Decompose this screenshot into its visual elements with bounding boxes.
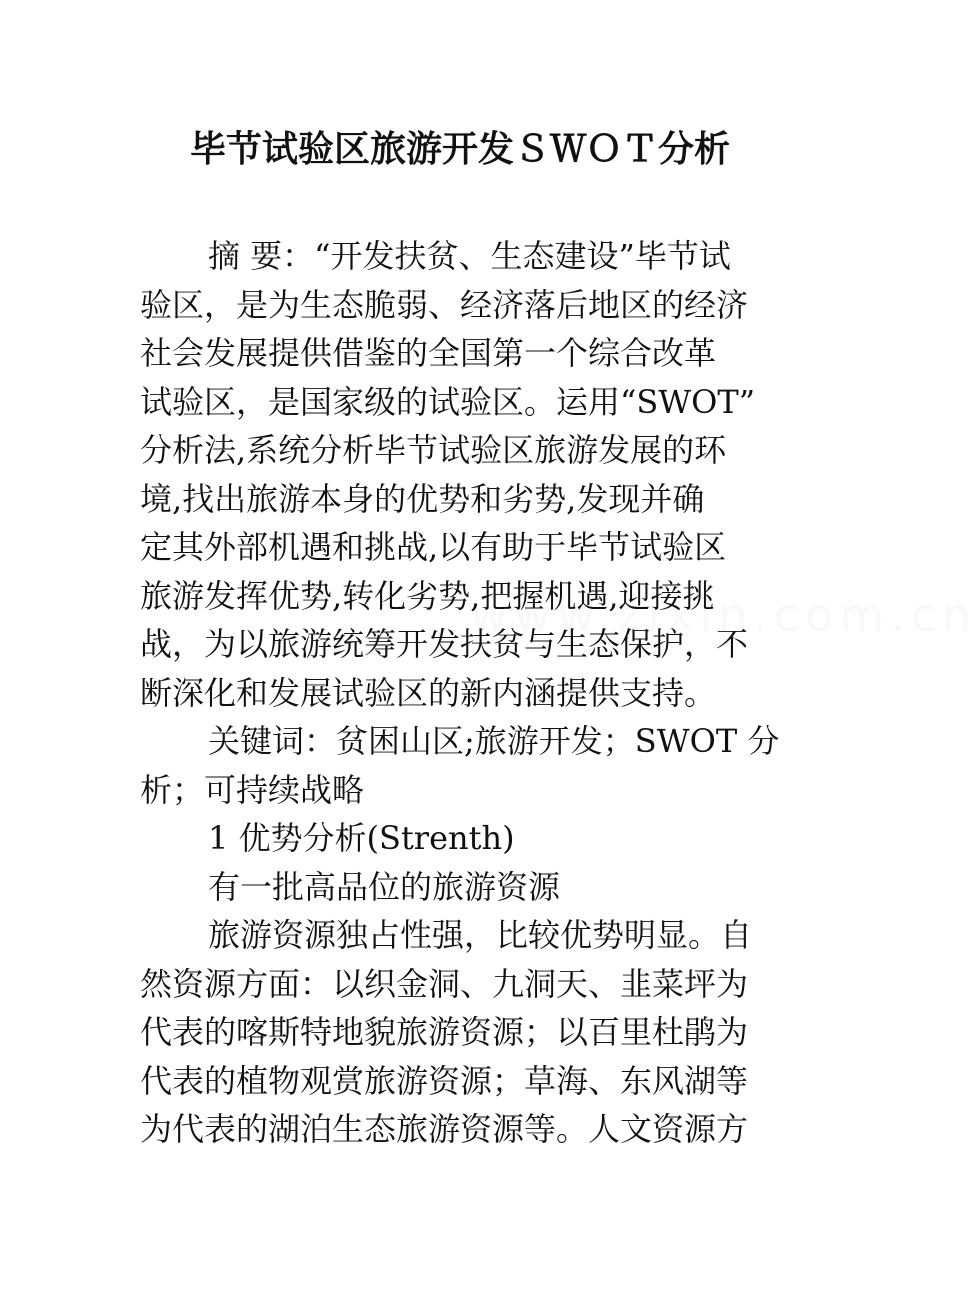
paragraph-line: 为代表的湖泊生态旅游资源等。人文资源方 (140, 1110, 749, 1148)
watermark: www.zixin.com.cn (470, 588, 977, 642)
document-title: 毕节试验区旅游开发ＳＷＯＴ分析 (189, 129, 730, 170)
paragraph-line: 旅游资源独占性强，比较优势明显。自 (208, 916, 753, 954)
abstract-line: 断深化和发展试验区的新内涵提供支持。 (140, 673, 717, 712)
paragraph-line: 代表的植物观赏旅游资源；草海、东风湖等 (140, 1061, 749, 1100)
abstract-line: 试验区，是国家级的试验区。运用“SWOT” (140, 382, 756, 421)
abstract-line: 摘 要：“开发扶贫、生态建设”毕节试 (208, 237, 731, 275)
section-heading: 1 优势分析(Strenth) (208, 819, 515, 857)
keywords-line: 关键词：贫困山区;旅游开发；SWOT 分 (208, 722, 780, 760)
abstract-line: 境,找出旅游本身的优势和劣势,发现并确 (140, 479, 705, 518)
subsection-heading: 有一批高品位的旅游资源 (208, 867, 561, 906)
abstract-line: 分析法,系统分析毕节试验区旅游发展的环 (140, 431, 727, 469)
document-body (140, 232, 800, 1154)
abstract-line: 定其外部机遇和挑战,以有助于毕节试验区 (140, 528, 727, 566)
abstract-line: 旅游发挥优势,转化劣势,把握机遇,迎接挑 (140, 576, 715, 615)
abstract-line: 验区，是为生态脆弱、经济落后地区的经济 (140, 285, 749, 324)
paragraph-line: 代表的喀斯特地貌旅游资源；以百里杜鹃为 (140, 1013, 749, 1051)
paragraph-line: 然资源方面：以织金洞、九洞天、韭菜坪为 (140, 964, 749, 1003)
keywords-line: 析；可持续战略 (140, 770, 365, 809)
abstract-line: 战，为以旅游统筹开发扶贫与生态保护，不 (140, 625, 749, 663)
abstract-line: 社会发展提供借鉴的全国第一个综合改革 (140, 334, 717, 372)
